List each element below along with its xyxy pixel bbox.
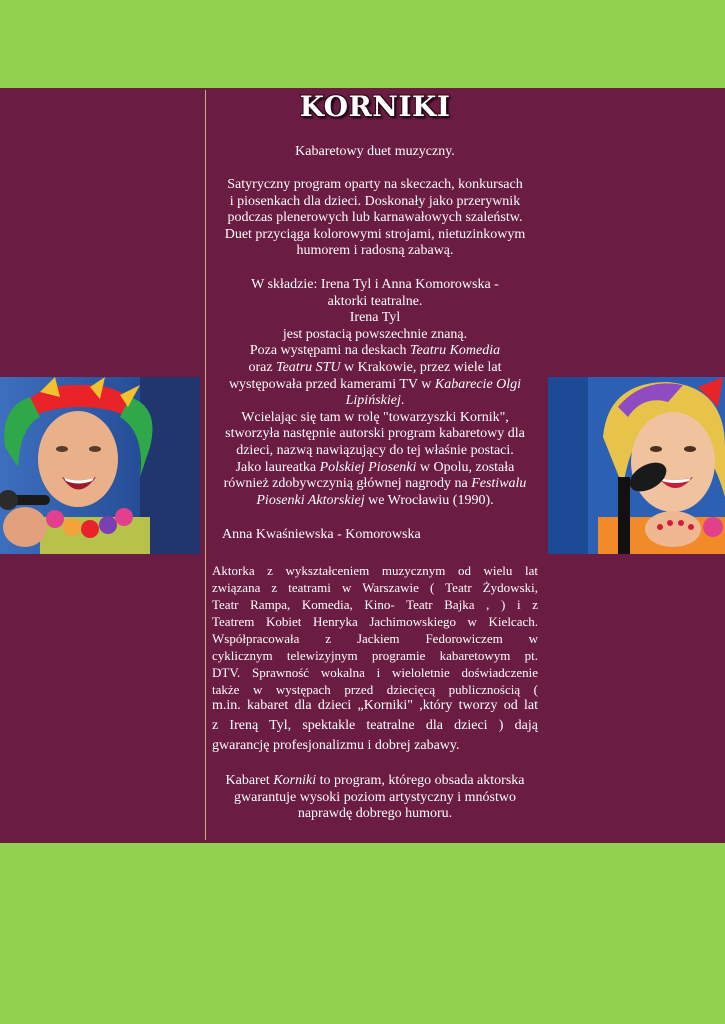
anna-bio-line: Teatrem Kobiet Henryka Jachimowskiego w Kielcach.	[212, 614, 538, 629]
cabaret-name: Korniki	[273, 773, 317, 788]
intro-line: podczas plenerowych lub karnawałowych szaleństw.	[227, 210, 523, 226]
closing-paragraph	[212, 773, 538, 823]
festival-name: Festiwalu	[471, 476, 527, 492]
anna-bio-line: cyklicznym telewizyjnym programie kabaretowym pt.	[212, 648, 538, 663]
intro-line: humorem i radosną zabawą.	[296, 243, 454, 259]
festival-name: Piosenki Aktorskiej	[256, 492, 365, 508]
anna-bio-line: Współpracowała z Jackiem Fedorowiczem w	[212, 631, 538, 646]
bio-line	[212, 377, 538, 394]
anna-bio-line: związana z teatrami w Warszawie ( Teatr Żydowski,	[212, 580, 538, 595]
bio-line: jest postacią powszechnie znaną.	[282, 326, 468, 342]
show-name: Kabarecie Olgi	[434, 376, 522, 392]
bio-text: Poza występami na deskach	[249, 343, 411, 359]
anna-bio-line: z Ireną Tyl, spektakle teatralne dla dzieci ) dają	[212, 718, 538, 733]
photo-anna-komorowska	[548, 377, 725, 554]
bio-line	[212, 343, 538, 360]
portrait-illustration-right	[548, 377, 725, 554]
anna-bio-line: Aktorka z wykształceniem muzycznym od wielu lat	[212, 563, 538, 578]
bio-line: stworzyła następnie autorski program kabaretowy dla	[225, 426, 525, 442]
intro-line: Satyryczny program oparty na skeczach, konkursach	[227, 177, 523, 192]
bio-text: we Wrocławiu (1990).	[364, 492, 494, 508]
member-name-anna: Anna Kwaśniewska - Komorowska	[222, 527, 421, 542]
bio-text: oraz	[248, 359, 277, 375]
intro-line: i piosenkach dla dzieci. Doskonały jako przerywnik	[229, 193, 521, 209]
lineup-line: aktorki teatralne.	[327, 293, 423, 309]
intro-paragraph	[212, 177, 538, 260]
bio-text: również zdobywczynią głównej nagrody na	[223, 476, 472, 492]
bio-text: .	[400, 393, 405, 409]
anna-bio-paragraph	[212, 562, 538, 698]
anna-bio-line: Teatr Rampa, Komedia, Kino- Teatr Bajka , ) i z	[212, 597, 538, 612]
bio-text: w Opolu, została	[416, 459, 515, 475]
theatre-name: Teatru Komedia	[410, 343, 501, 359]
subtitle: Kabaretowy duet muzyczny.	[295, 144, 455, 159]
closing-line: naprawdę dobrego humoru.	[297, 806, 453, 822]
bio-line	[212, 360, 538, 377]
closing-line: gwarantuje wysoki poziom artystyczny i mnóstwo	[234, 789, 516, 805]
closing-line	[212, 773, 538, 790]
photo-irena-tyl	[0, 377, 200, 554]
bio-line: Wcielając się tam w rolę "towarzyszki Kornik",	[241, 409, 509, 425]
bio-line	[212, 476, 538, 493]
page-title: KORNIKI	[299, 90, 451, 123]
show-name: Lipińskiej	[345, 393, 401, 409]
lineup-line: W składzie: Irena Tyl i Anna Komorowska -	[251, 277, 499, 292]
anna-bio-line: gwarancję profesjonalizmu i dobrej zabawy.	[212, 738, 460, 753]
intro-line: Duet przyciąga kolorowymi strojami, nietuzinkowym	[224, 226, 526, 242]
anna-bio-line: DTV. Sprawność wokalna i wieloletnie doświadczenie	[212, 665, 538, 680]
vertical-divider	[205, 90, 206, 840]
bio-text: w Krakowie, przez wiele lat	[340, 359, 502, 375]
portrait-illustration-left	[0, 377, 200, 554]
festival-name: Polskiej Piosenki	[319, 459, 417, 475]
irena-tyl-paragraph	[212, 277, 538, 509]
bio-text: Jako laureatka	[235, 459, 320, 475]
closing-text: to program, którego obsada aktorska	[316, 773, 525, 788]
bio-line	[212, 393, 538, 410]
closing-text: Kabaret	[225, 773, 274, 788]
bio-text: występowała przed kamerami TV w	[228, 376, 435, 392]
theatre-name: Teatru STU	[276, 359, 341, 375]
bio-line: dzieci, nazwą nawiązujący do tej właśnie postaci.	[236, 442, 514, 458]
anna-bio-line: m.in. kabaret dla dzieci „Korniki" ,który tworzy od lat	[212, 698, 538, 713]
anna-bio-line: także w występach przed dziecięcą publicznością (	[212, 682, 538, 697]
bio-line	[212, 460, 538, 477]
bio-line	[212, 493, 538, 510]
anna-bio-continuation	[212, 696, 538, 756]
member-name-irena: Irena Tyl	[349, 310, 401, 326]
